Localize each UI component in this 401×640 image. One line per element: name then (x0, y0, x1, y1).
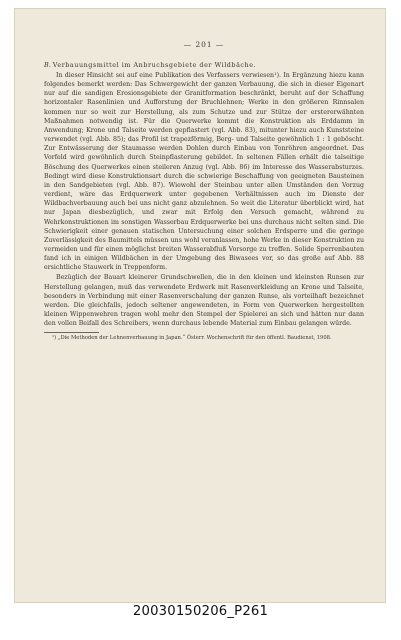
paragraph: Bezüglich der Bauart kleinerer Grundschwellen, die in den kleinen und kleinsten Runsen zur Herstellung gelangen, muß das verwendete Erdwerk mit Rasenverkleidung an Krone und Talseite, besonders in Verbindung mit einer Rasenverschalung der ganzen Runse, als vorteilhaft bezeichnet werden. Die gleichfalls, jedoch seltener angewendeten, in Form von Querwerken hergestellten kleinen Wippenwehren tragen wohl mehr den Stempel der Spielerei an sich und hätten nur dann den vollen Beifall des Schreibers, wenn durchaus lebende Material zum Einbau gelangen würde. (44, 274, 364, 328)
paragraph: In dieser Hinsicht sei auf eine Publikation des Verfassers verwiesen¹). In Ergänzung hiezu kann folgendes bemerkt werden: Das Schwergewicht der ganzen Verbauung, die sich in dieser Eigenart nur auf die sandigen Erosionsgebiete der Granitformation beschränkt, beruht auf der Schaffung horizontaler Rasenlinien und Aufforstung der Bruchlehnen; Werke in den größeren Rinnsalen kommen nur so weit zur Herstellung, als zum Schutze und zur Stütze der erstererwähnten Maßnahmen notwendig ist. Für die Querwerke kommt die Konstruktion als Erddamm in Anwendung; Krone und Talseite werden gepflastert (vgl. Abb. 83), mitunter hiezu auch Kunststeine verwendet (vgl. Abb. 85); das Profil ist trapezförmig, Berg- und Talseite gewöhnlich 1 : 1 geböscht. Zur Entwässerung der Staumasse werden Dohlen durch Einbau von Tonröhren angeordnet. Das Vorfeld wird gewöhnlich durch Steinpflasterung gebildet. In seltenen Fällen erhält die talseitige Böschung des Querwerkes einen steileren Anzug (vgl. Abb. 86) im Interesse des Wasserabsturzes. Bedingt wird diese Konstruktionsart durch die schwierige Beschaffung von geeigneten Bausteinen in den Sandgebieten (vgl. Abb. 87). Wiewohl der Steinbau unter allen Umständen den Vorzug verdient, wäre das Erdquerwerk unter gegebenen Verhältnissen auch im Dienste der Wildbachverbauung auch bei uns nicht ganz abzulehnen. So weit die Literatur überblickt wird, hat nur Japan diesbezüglich, und zwar mit Erfolg den Versuch gemacht, während zu Wehrkonstruktionen im sonstigen Wasserbau Erdquerwerke bei uns durchaus nicht selten sind. Die Schwierigkeit einer genauen statischen Untersuchung einer solchen Erdsperre und die geringe Zuverlässigkeit des Baumittels müssen uns wohl veranlassen, hohe Werke in dieser Konstruktion zu vermeiden und für einen möglichst breiten Wasserabfluß Vorsorge zu treffen. Solide Sperrenbauten fand ich in einigen Wildbächen in der Umgebung des Biwasees vor, so das große auf Abb. 88 ersichtliche Stauwerk in Treppenform. (44, 72, 364, 272)
body-text (44, 71, 364, 328)
page-content (44, 40, 364, 343)
section-heading (44, 61, 364, 70)
section-title: Verbauungsmittel im Anbruchsgebiete der Wildbäche. (52, 61, 257, 69)
section-label: B. (44, 61, 51, 69)
footnote-divider (44, 332, 99, 333)
image-caption: 20030150206_P261 (132, 604, 269, 619)
footnote: ¹) „Die Methoden der Lehnenverbauung in Japan.“ Österr. Wochenschrift für den öffentl. Baudienst, 1908. (52, 335, 332, 342)
page-number: — 201 — (183, 40, 225, 49)
scanned-page (14, 8, 386, 603)
